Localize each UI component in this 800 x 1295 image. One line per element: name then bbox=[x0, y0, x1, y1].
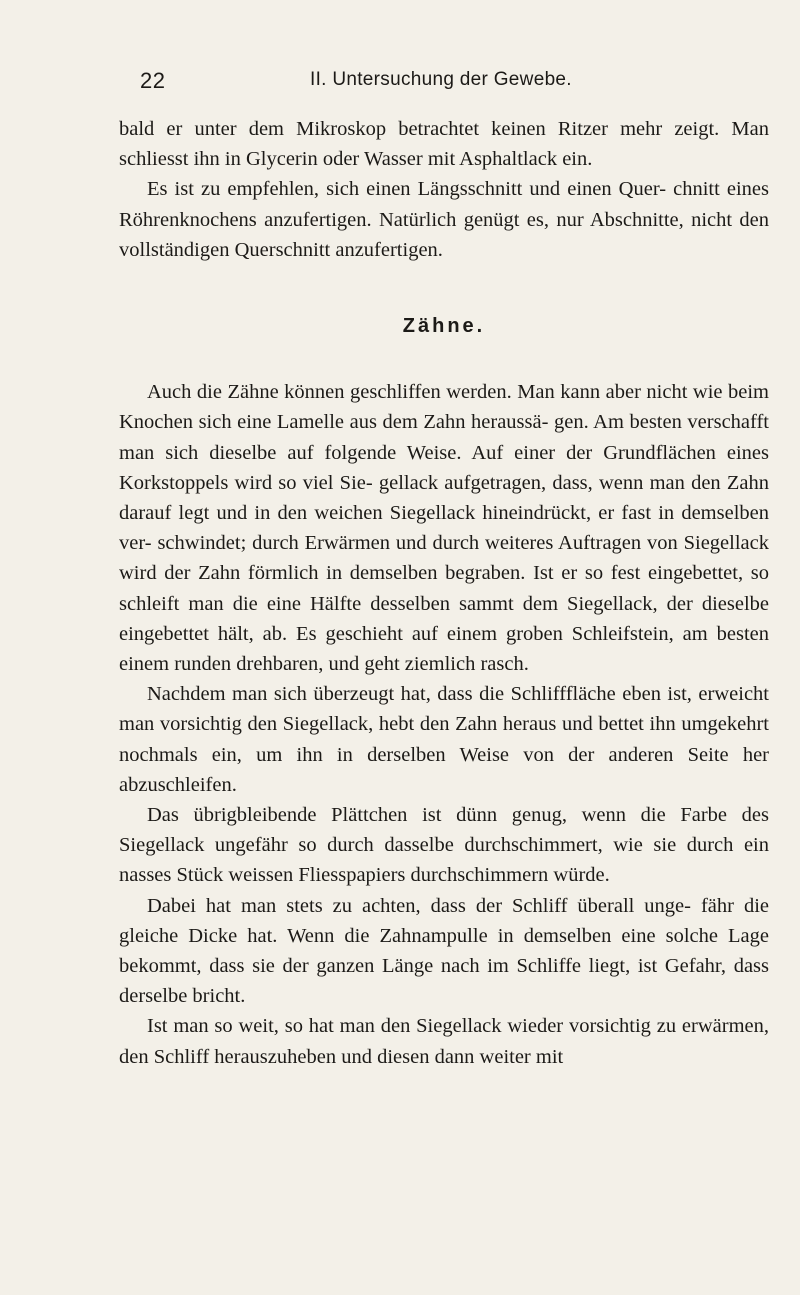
paragraph: bald er unter dem Mikroskop betrachtet keinen Ritzer mehr zeigt. Man schliesst ihn in Glycerin oder Wasser mit Asphaltlack ein. bbox=[119, 118, 769, 171]
section-heading: Zähne. bbox=[402, 315, 486, 338]
paragraph: Nachdem man sich überzeugt hat, dass die Schlifffläche eben ist, erweicht man vorsichtig den Siegellack, hebt den Zahn heraus und bettet ihn umgekehrt nochmals ein, um ihn in derselben Weise von der anderen Seite her abzuschleifen. bbox=[119, 683, 769, 796]
paragraph: Es ist zu empfehlen, sich einen Längsschnitt und einen Quer- chnitt eines Röhrenknochens anzufertigen. Natürlich genügt es, nur Abschnitte, nicht den vollständigen Querschnitt anzufertigen. bbox=[119, 178, 769, 261]
paragraph: Das übrigbleibende Plättchen ist dünn genug, wenn die Farbe des Siegellack ungefähr so durch dasselbe durchschimmert, wie sie durch ein nasses Stück weissen Fliesspapiers durchschimmern würde. bbox=[119, 804, 769, 887]
running-head bbox=[140, 68, 740, 98]
page-number: 22 bbox=[140, 68, 166, 93]
chapter-header-title: II. Untersuchung der Gewebe. bbox=[310, 69, 572, 90]
paragraph: Ist man so weit, so hat man den Siegellack wieder vorsichtig zu erwärmen, den Schliff herauszuheben und diesen dann weiter mit bbox=[119, 1015, 769, 1068]
paragraph: Auch die Zähne können geschliffen werden. Man kann aber nicht wie beim Knochen sich eine Lamelle aus dem Zahn heraussä- gen. Am besten verschafft man sich dieselbe auf folgende Weise. Auf einer der Grundflächen eines Korkstoppels wird so viel Sie- gellack aufgetragen, dass, wenn man den Zahn darauf legt und in den weichen Siegellack hineindrückt, er fast in demselben ver- schwindet; durch Erwärmen und durch weiteres Auftragen von Siegellack wird der Zahn förmlich in demselben begraben. Ist er so fest eingebettet, so schleift man die eine Hälfte desselben sammt dem Siegellack, der dieselbe eingebettet hält, ab. Es geschieht auf einem groben Schleifstein, am besten einem runden drehbaren, und geht ziemlich rasch. bbox=[119, 381, 769, 676]
paragraph: Dabei hat man stets zu achten, dass der Schliff überall unge- fähr die gleiche Dicke hat. Wenn die Zahnampulle in demselben eine solche Lage bekommt, dass sie der ganzen Länge nach im Schliffe liegt, ist Gefahr, dass derselbe bricht. bbox=[119, 894, 769, 1008]
body-text bbox=[119, 114, 769, 1072]
